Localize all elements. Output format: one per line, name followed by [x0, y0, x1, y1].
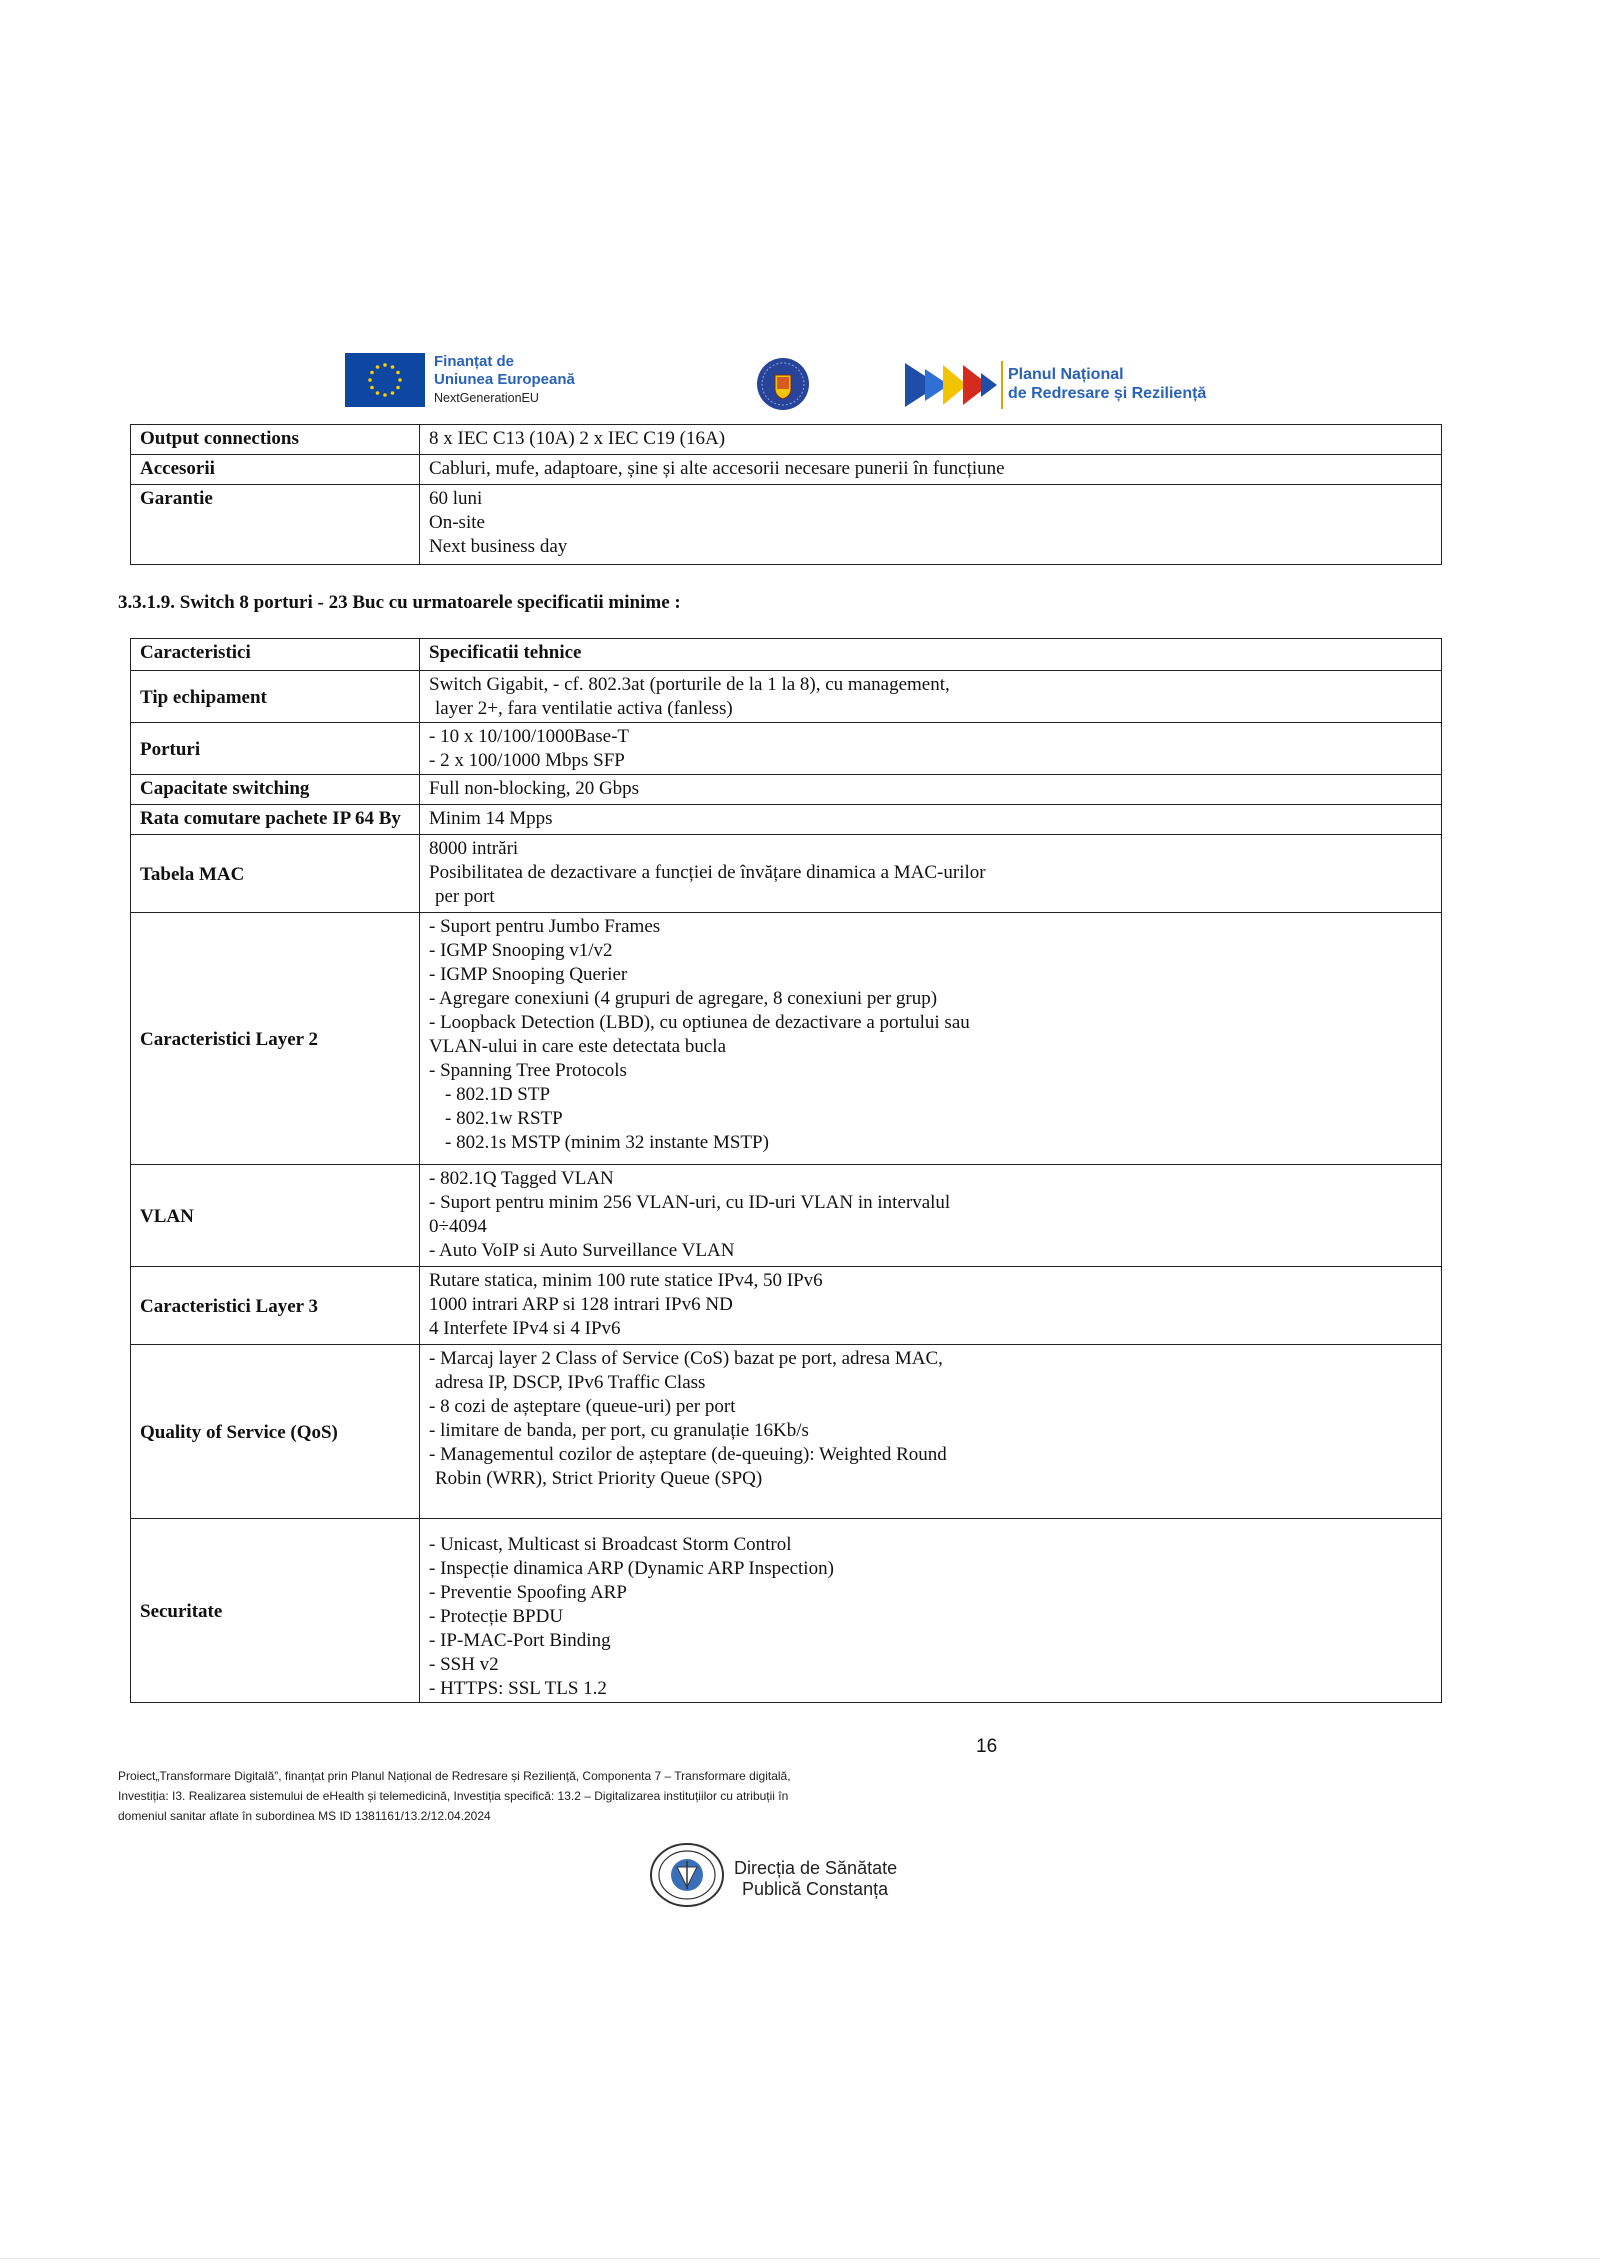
value-line: - Marcaj layer 2 Class of Service (CoS) bazat pe port, adresa MAC,	[429, 1348, 943, 1369]
row-value	[420, 775, 1442, 805]
footer-line-1: Proiect„Transformare Digitală”, finanțat prin Planul Național de Redresare și Reziliență, Componenta 7 – Transformare digitală,	[118, 1769, 791, 1783]
row-value	[420, 723, 1442, 775]
row-value	[420, 455, 1442, 485]
table-row	[131, 1165, 1442, 1267]
table-row	[131, 723, 1442, 775]
row-label: VLAN	[131, 1165, 420, 1267]
switch-spec-table	[130, 638, 1442, 1703]
value-line: - Suport pentru Jumbo Frames	[429, 916, 661, 937]
value-line: - Spanning Tree Protocols	[429, 1060, 627, 1081]
eu-funding-text	[434, 353, 575, 407]
value-line: Cabluri, mufe, adaptoare, șine și alte accesorii necesare punerii în funcțiune	[429, 458, 1005, 479]
value-line: - Suport pentru minim 256 VLAN-uri, cu ID-uri VLAN in intervalul	[429, 1192, 951, 1213]
header-label: Caracteristici	[131, 639, 420, 671]
row-label: Garantie	[131, 485, 420, 565]
dsp-constanta-seal-icon	[647, 1841, 727, 1909]
row-label: Tabela MAC	[131, 835, 420, 913]
value-line: - Preventie Spoofing ARP	[429, 1582, 627, 1603]
pnrr-line-2: de Redresare și Reziliență	[1008, 385, 1207, 402]
value-line: - Unicast, Multicast si Broadcast Storm Control	[429, 1534, 792, 1555]
row-value	[420, 1165, 1442, 1267]
value-line: - 802.1Q Tagged VLAN	[429, 1168, 614, 1189]
header-value: Specificatii tehnice	[420, 639, 1442, 671]
pnrr-divider	[1001, 361, 1003, 409]
row-value	[420, 835, 1442, 913]
table-row	[131, 835, 1442, 913]
page-header	[0, 345, 1600, 415]
table-row	[131, 805, 1442, 835]
table-row	[131, 455, 1442, 485]
value-line: Minim 14 Mpps	[429, 808, 553, 829]
row-value	[420, 671, 1442, 723]
value-line: - Protecție BPDU	[429, 1606, 564, 1627]
page-bottom-rule	[0, 2258, 1600, 2259]
eu-flag-icon	[345, 353, 425, 407]
dsp-line-1: Direcția de Sănătate	[734, 1858, 898, 1878]
value-line: - HTTPS: SSL TLS 1.2	[429, 1678, 607, 1699]
row-label: Securitate	[131, 1519, 420, 1703]
eu-line-3: NextGenerationEU	[434, 391, 539, 405]
value-line: 60 luni	[429, 488, 483, 509]
value-line: - 802.1D STP	[445, 1084, 551, 1105]
value-line: adresa IP, DSCP, IPv6 Traffic Class	[435, 1372, 706, 1393]
value-line: - Loopback Detection (LBD), cu optiunea de dezactivare a portului sau	[429, 1012, 970, 1033]
value-line: - 802.1w RSTP	[445, 1108, 563, 1129]
value-line: 8 x IEC C13 (10A) 2 x IEC C19 (16A)	[429, 428, 726, 449]
row-label: Rata comutare pachete IP 64 By	[131, 805, 420, 835]
table-row	[131, 775, 1442, 805]
value-line: 4 Interfete IPv4 si 4 IPv6	[429, 1318, 621, 1339]
pnrr-logo-icon	[905, 359, 1001, 411]
value-line: On-site	[429, 512, 485, 533]
value-line: Robin (WRR), Strict Priority Queue (SPQ)	[435, 1468, 763, 1489]
eu-line-1: Finanțat de	[434, 353, 515, 370]
row-label: Quality of Service (QoS)	[131, 1345, 420, 1519]
row-label: Accesorii	[131, 455, 420, 485]
table-header-row	[131, 639, 1442, 671]
table-row	[131, 671, 1442, 723]
row-value	[420, 805, 1442, 835]
value-line: Rutare statica, minim 100 rute statice IPv4, 50 IPv6	[429, 1270, 823, 1291]
value-line: layer 2+, fara ventilatie activa (fanless)	[435, 698, 733, 719]
value-line: - limitare de banda, per port, cu granulație 16Kb/s	[429, 1420, 809, 1441]
value-line: - IP-MAC-Port Binding	[429, 1630, 611, 1651]
row-value	[420, 485, 1442, 565]
row-value	[420, 1519, 1442, 1703]
value-line: - Agregare conexiuni (4 grupuri de agregare, 8 conexiuni per grup)	[429, 988, 938, 1009]
value-line: - 802.1s MSTP (minim 32 instante MSTP)	[445, 1132, 769, 1153]
value-line: Next business day	[429, 536, 568, 557]
row-value	[420, 425, 1442, 455]
row-label: Porturi	[131, 723, 420, 775]
ups-spec-table-continuation	[130, 424, 1442, 565]
table-row	[131, 1345, 1442, 1519]
table-row	[131, 913, 1442, 1165]
value-line: Full non-blocking, 20 Gbps	[429, 778, 640, 799]
value-line: - IGMP Snooping Querier	[429, 964, 628, 985]
dsp-line-2: Publică Constanța	[742, 1879, 889, 1899]
romanian-government-seal-icon	[756, 357, 810, 411]
value-line: per port	[435, 886, 495, 907]
footer-line-3: domeniul sanitar aflate în subordinea MS ID 1381161/13.2/12.04.2024	[118, 1809, 491, 1823]
table-row	[131, 1519, 1442, 1703]
footer-line-2: Investiția: I3. Realizarea sistemului de eHealth și telemedicină, Investiția specifică: 13.2 – Digitalizarea instituțiilor cu atribuții în	[118, 1789, 789, 1803]
row-value	[420, 1267, 1442, 1345]
value-line: Posibilitatea de dezactivare a funcției de învățare dinamica a MAC-urilor	[429, 862, 986, 883]
pnrr-line-1: Planul Național	[1008, 366, 1124, 383]
value-line: - 8 cozi de așteptare (queue-uri) per port	[429, 1396, 736, 1417]
value-line: VLAN-ului in care este detectata bucla	[429, 1036, 726, 1057]
row-label: Capacitate switching	[131, 775, 420, 805]
value-line: - Managementul cozilor de așteptare (de-queuing): Weighted Round	[429, 1444, 947, 1465]
section-title: 3.3.1.9. Switch 8 porturi - 23 Buc cu urmatoarele specificatii minime :	[118, 592, 681, 613]
value-line: Switch Gigabit, - cf. 802.3at (porturile de la 1 la 8), cu management,	[429, 674, 950, 695]
value-line: 1000 intrari ARP si 128 intrari IPv6 ND	[429, 1294, 733, 1315]
table-row	[131, 1267, 1442, 1345]
footer-project-text	[118, 1766, 978, 1826]
value-line: - 2 x 100/1000 Mbps SFP	[429, 750, 625, 771]
row-value	[420, 1345, 1442, 1519]
row-label: Output connections	[131, 425, 420, 455]
table-row	[131, 425, 1442, 455]
row-label: Tip echipament	[131, 671, 420, 723]
table-row	[131, 485, 1442, 565]
value-line: 0÷4094	[429, 1216, 487, 1237]
row-value	[420, 913, 1442, 1165]
value-line: - Auto VoIP si Auto Surveillance VLAN	[429, 1240, 735, 1261]
value-line: - 10 x 10/100/1000Base-T	[429, 726, 630, 747]
page-number: 16	[976, 1736, 998, 1757]
value-line: - IGMP Snooping v1/v2	[429, 940, 613, 961]
value-line: 8000 intrări	[429, 838, 519, 859]
value-line: - SSH v2	[429, 1654, 499, 1675]
value-line: - Inspecție dinamica ARP (Dynamic ARP Inspection)	[429, 1558, 834, 1579]
dsp-constanta-text	[734, 1858, 897, 1900]
pnrr-text	[1008, 365, 1206, 403]
row-label: Caracteristici Layer 2	[131, 913, 420, 1165]
eu-line-2: Uniunea Europeană	[434, 371, 575, 388]
row-label: Caracteristici Layer 3	[131, 1267, 420, 1345]
